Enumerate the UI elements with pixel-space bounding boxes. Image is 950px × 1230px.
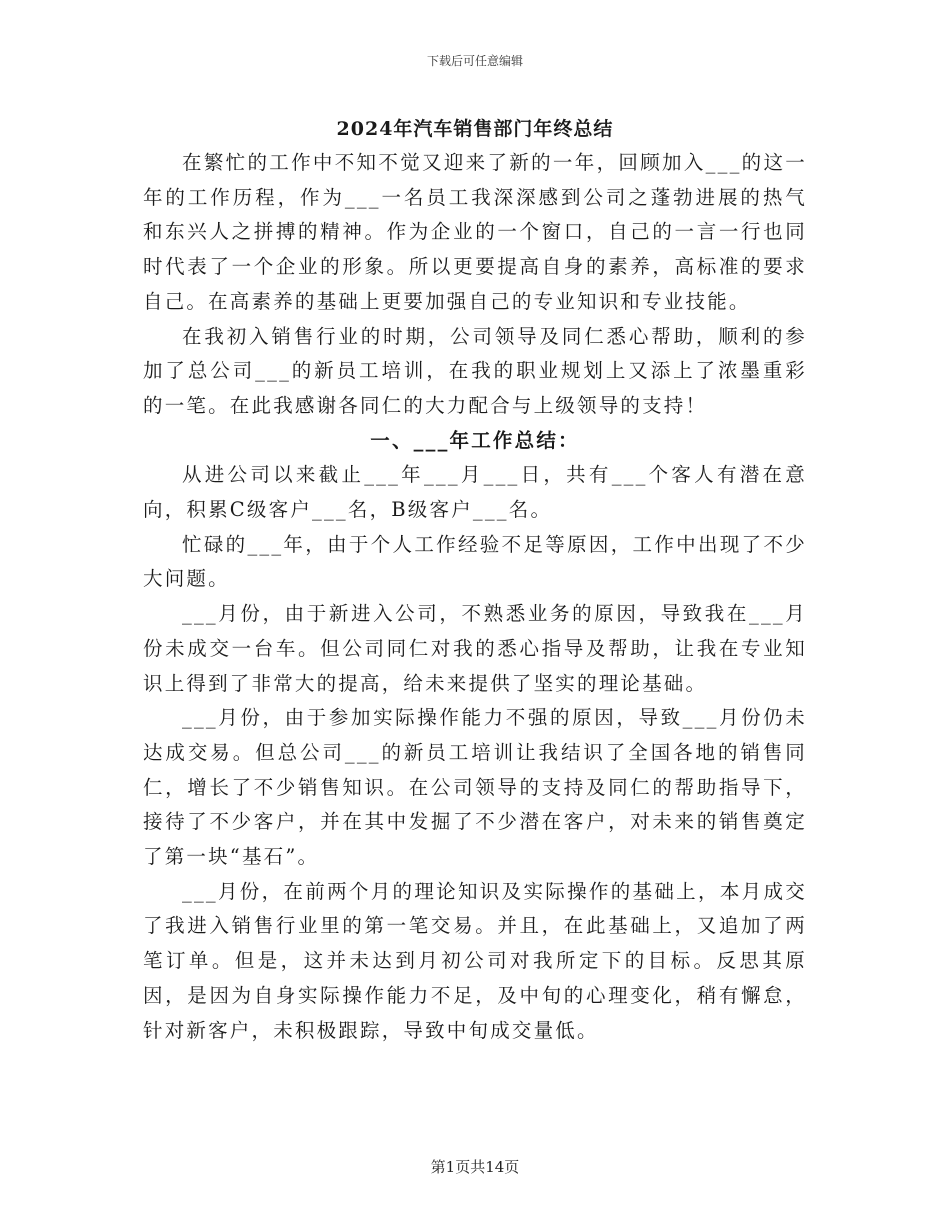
header-note: 下载后可任意编辑 [426,54,523,68]
section-heading: 一、___年工作总结： [370,428,580,452]
paragraph: ___月份，由于新进入公司，不熟悉业务的原因，导致我在___月份未成交一台车。但公司同仁对我的悉心指导及帮助，让我在专业知识上得到了非常大的提高，给未来提供了坚实的理论基础。 [143,602,807,695]
paragraph: ___月份，由于参加实际操作能力不强的原因，导致___月份仍未达成交易。但总公司___的新员工培训让我结识了全国各地的销售同仁，增长了不少销售知识。在公司领导的支持及同仁的帮助指导下，接待了不少客户，并在其中发掘了不少潜在客户，对未来的销售奠定了第一块“基石”。 [143,706,807,869]
paragraph: ___月份，在前两个月的理论知识及实际操作的基础上，本月成交了我进入销售行业里的第一笔交易。并且，在此基础上，又追加了两笔订单。但是，这并未达到月初公司对我所定下的目标。反思其原因，是因为自身实际操作能力不足，及中旬的心理变化，稍有懈怠，针对新客户，未积极跟踪，导致中旬成交量低。 [143,879,807,1042]
paragraph: 在繁忙的工作中不知不觉又迎来了新的一年，回顾加入___的这一年的工作历程，作为___一名员工我深深感到公司之蓬勃进展的热气和东兴人之拼搏的精神。作为企业的一个窗口，自己的一言一行也同时代表了一个企业的形象。所以更要提高自身的素养，高标准的要求自己。在高素养的基础上更要加强自己的专业知识和专业技能。 [143,151,807,313]
page-number: 第1页共14页 [430,1158,520,1176]
paragraph: 从进公司以来截止___年___月___日，共有___个客人有潜在意向，积累C级客户___名，B级客户___名。 [143,463,807,522]
document-body [143,146,807,1048]
document-title: 2024年汽车销售部门年终总结 [336,118,614,140]
paragraph: 忙碌的___年，由于个人工作经验不足等原因，工作中出现了不少大问题。 [143,532,807,591]
paragraph: 在我初入销售行业的时期，公司领导及同仁悉心帮助，顺利的参加了总公司___的新员工培训，在我的职业规划上又添上了浓墨重彩的一笔。在此我感谢各同仁的大力配合与上级领导的支持！ [143,324,807,417]
